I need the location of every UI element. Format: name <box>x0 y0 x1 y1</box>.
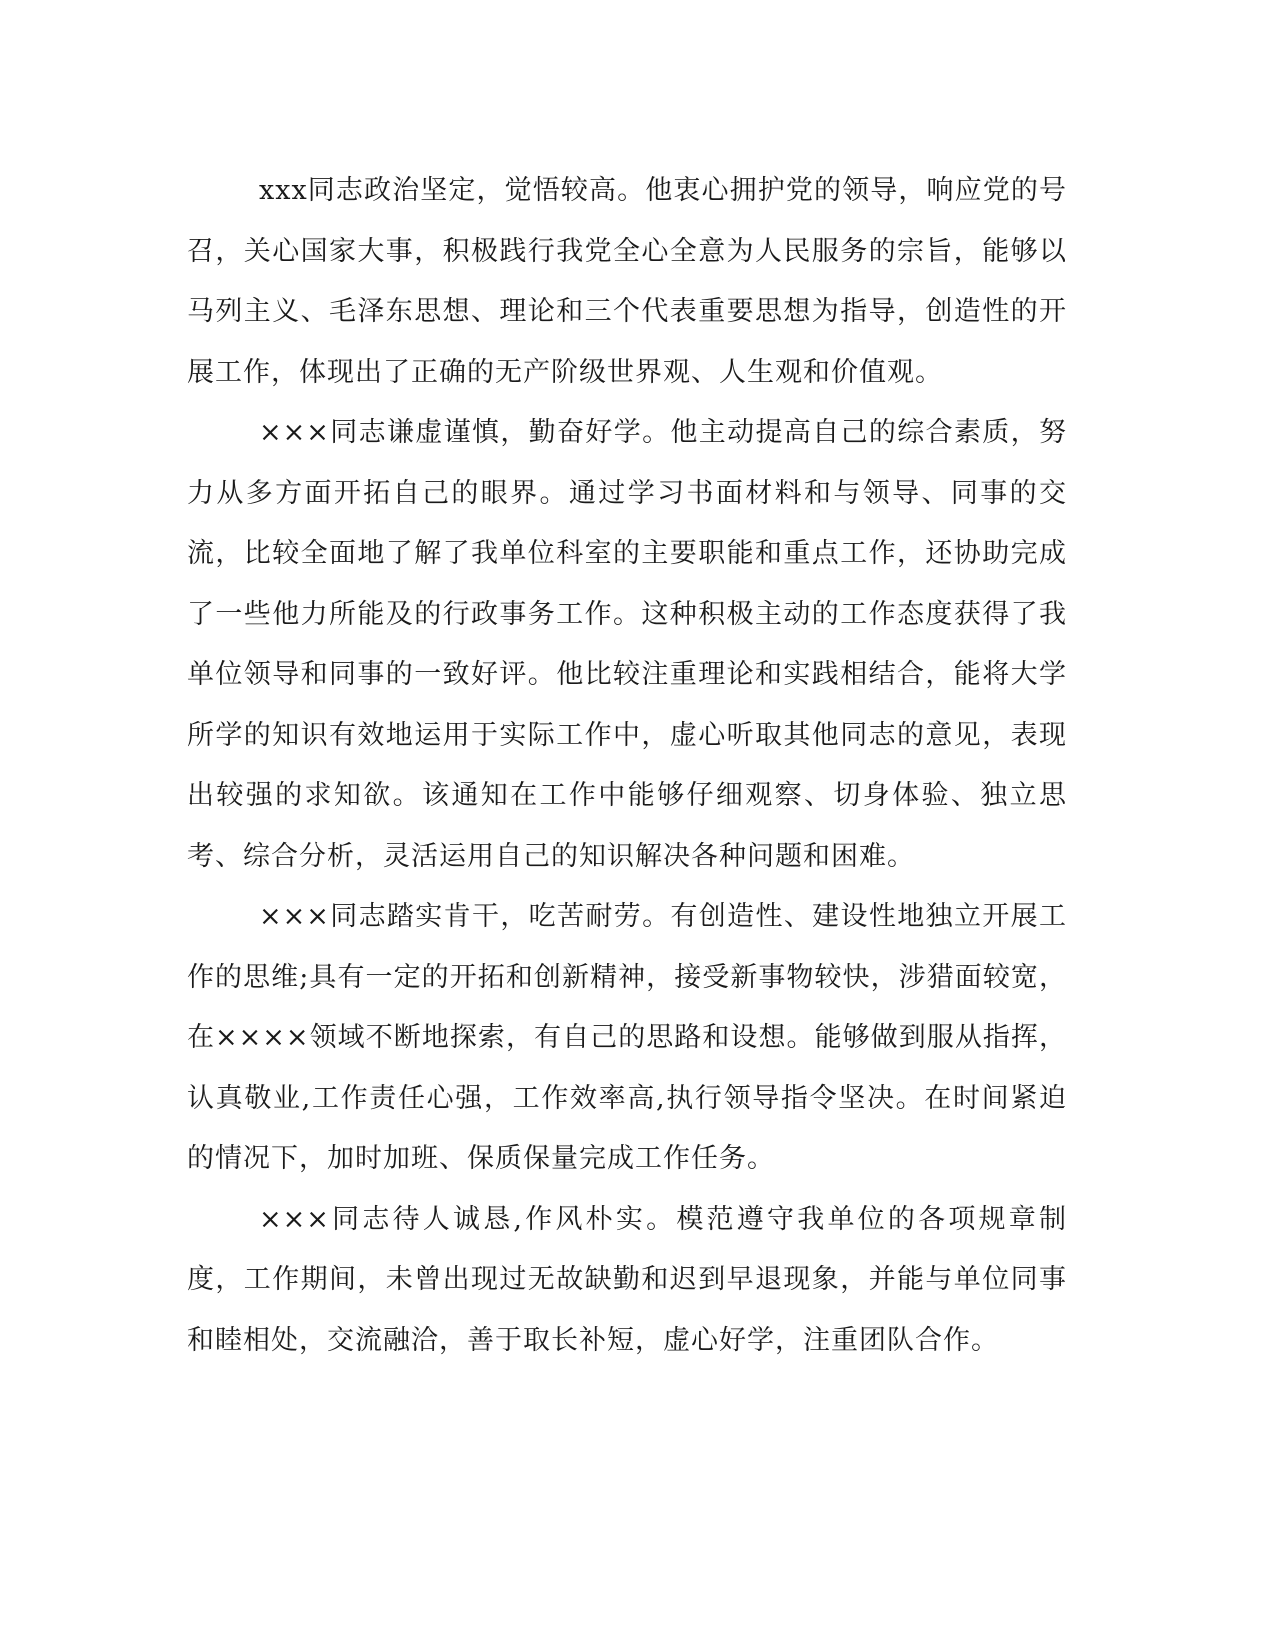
paragraph-conduct: ×××同志待人诚恳,作风朴实。模范遵守我单位的各项规章制度，工作期间，未曾出现过无故缺勤和迟到早退现象，并能与单位同事和睦相处，交流融洽，善于取长补短，虚心好学，注重团队合作。 <box>187 1203 1067 1356</box>
paragraph-learning-attitude: ×××同志谦虚谨慎，勤奋好学。他主动提高自己的综合素质，努力从多方面开拓自己的眼界。通过学习书面材料和与领导、同事的交流，比较全面地了解了我单位科室的主要职能和重点工作，还协助完成了一些他力所能及的行政事务工作。这种积极主动的工作态度获得了我单位领导和同事的一致好评。他比较注重理论和实践相结合，能将大学所学的知识有效地运用于实际工作中，虚心听取其他同志的意见，表现出较强的求知欲。该通知在工作中能够仔细观察、切身体验、独立思考、综合分析，灵活运用自己的知识解决各种问题和困难。 <box>187 417 1067 872</box>
paragraph-political-stance: xxx同志政治坚定，觉悟较高。他衷心拥护党的领导，响应党的号召，关心国家大事，积极践行我党全心全意为人民服务的宗旨，能够以马列主义、毛泽东思想、理论和三个代表重要思想为指导，创造性的开展工作，体现出了正确的无产阶级世界观、人生观和价值观。 <box>187 175 1067 388</box>
document-body <box>187 161 1067 1371</box>
paragraph-work-diligence: ×××同志踏实肯干，吃苦耐劳。有创造性、建设性地独立开展工作的思维;具有一定的开拓和创新精神，接受新事物较快，涉猎面较宽，在××××领域不断地探索，有自己的思路和设想。能够做到服从指挥，认真敬业,工作责任心强，工作效率高,执行领导指令坚决。在时间紧迫的情况下，加时加班、保质保量完成工作任务。 <box>187 901 1067 1174</box>
